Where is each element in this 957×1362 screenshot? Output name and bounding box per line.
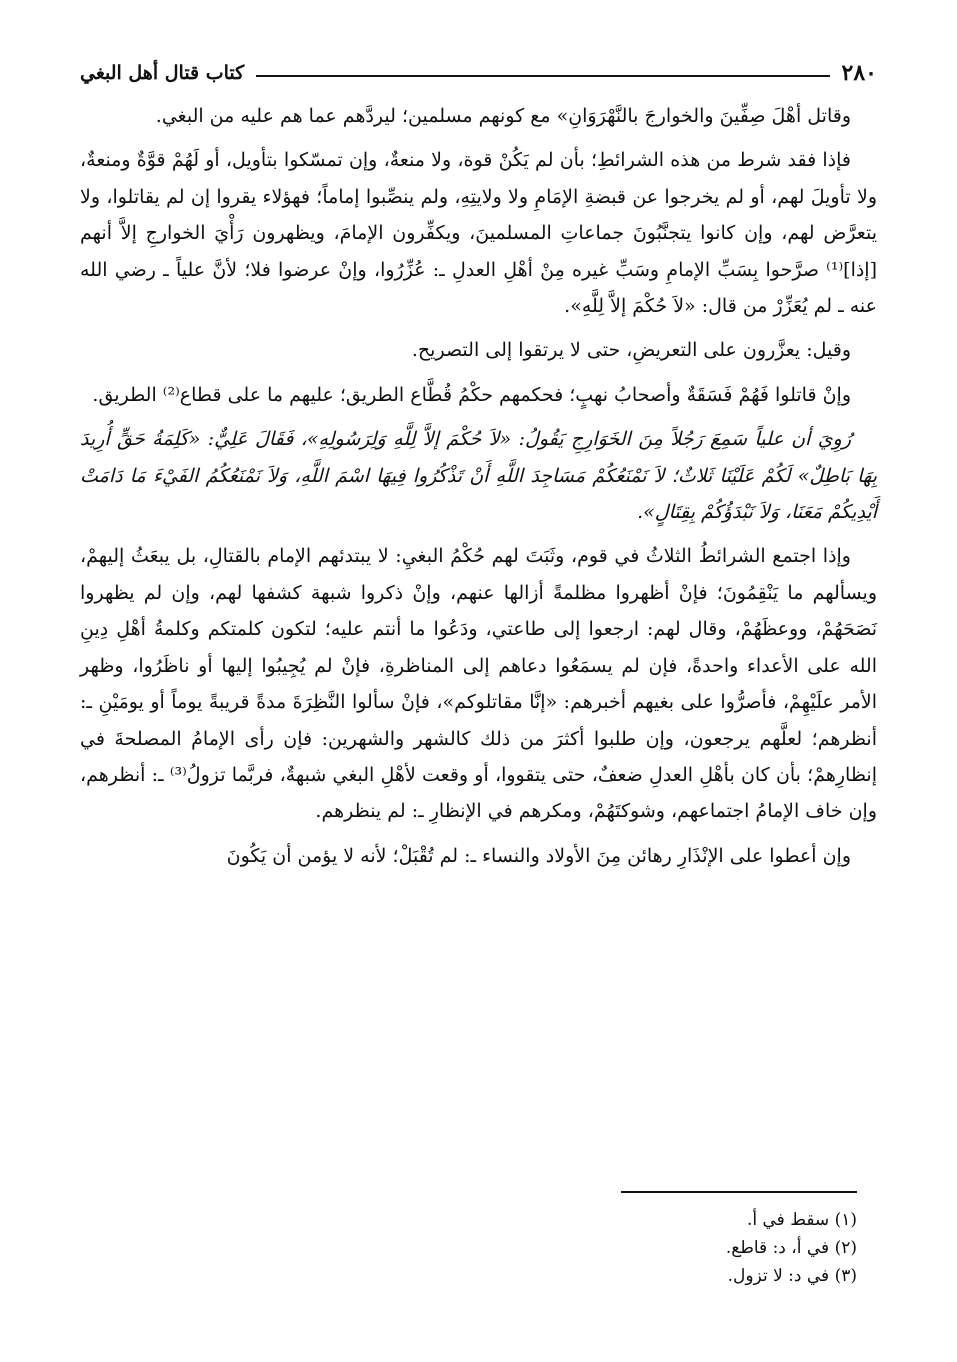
footnote-divider	[621, 1191, 857, 1193]
paragraph: وإن أعطوا على الإنْذَارِ رهائن مِنَ الأولاد والنساء ـ: لم تُقْبَلْ؛ لأنه لا يؤمن أن يَكُونَ	[226, 844, 851, 867]
paragraph: وقاتل أهْلَ صِفِّينَ والخوارجَ بالنَّهْرَوَانِ» مع كونهم مسلمين؛ ليردَّهم عما هم عليه من البغي.	[155, 105, 851, 127]
hadith-quote: رُوِيَ أن علياً سَمِعَ رَجُلاً مِنَ الخَوَارِجِ يَقُولُ: «لاَ حُكْمَ إلاَّ لِلَّهِ وَلِرَسُولِهِ»، فَقَالَ عَلِيٌّ: «كَلِمَةُ حَقٍّ أُرِيدَ بِهَا بَاطِلٌ» لَكُمْ عَلَيْنَا ثَلاثٌ؛ لاَ نَمْنَعُكُمْ مَسَاجِدَ اللَّهِ أَنْ تَذْكُرُوا فِيهَا اسْمَ اللَّهِ، وَلاَ نَمْنَعُكُمُ الفَيْءَ مَا دَامَتْ أَيْدِيكُمْ مَعَنَا، وَلاَ نَبْدَؤُكُمْ بِقِتَالٍ».	[80, 428, 877, 524]
header-rule	[256, 75, 829, 77]
main-text	[80, 98, 877, 882]
running-title: كتاب قتال أهل البغي	[80, 62, 245, 84]
footnotes	[357, 1206, 857, 1290]
paragraph: فإذا فقد شرط من هذه الشرائطِ؛ بأن لم يَكُنْ قوة، ولا منعةٌ، وإن تمسّكوا بتأويل، أو لَهُمْ قوَّةٌ ومنعةٌ، ولا تأويلَ لهم، أو لم يخرجوا عن قبضةِ الإمَامِ ولا ولايتِهِ، ولم ينصِّبوا إماماً؛ فهؤلاء يقروا إن لم يقاتلوا، ولا يتعرَّض لهم، وإن كانوا يتجنَّبُونَ جماعاتِ المسلمينَ، ويكفِّرون الإمامَ، ويظهرون رَأْيَ الخوارجِ إلاَّ أنهم [إذا]⁽¹⁾ صرَّحوا بِسَبِّ الإمامِ وسَبِّ غيره مِنْ أهْلِ العدلِ ـ: عُزِّرُوا، وإنْ عرضوا فلا؛ لأنَّ علياً ـ رضي الله عنه ـ لم يُعَزِّرْ من قال: «لاَ حُكْمَ إلاَّ لِلَّهِ».	[80, 149, 877, 318]
paragraph: وإذا اجتمع الشرائطُ الثلاثُ في قوم، وثَبَتَ لهم حُكْمُ البغيِ: لا يبتدئهم الإمام بالقتالِ، بل يبعَثُ إليهمْ، ويسألهم ما يَنْقِمُونَ؛ فإنْ أظهروا مظلمةً أزالها عنهم، وإنْ ذكروا شبهة كشفها لهم، وإن لم يظهروا نَصَحَهُمْ، ووعظَهُمْ، وقال لهم: ارجعوا إلى طاعتي، ودَعُوا ما أنتم عليه؛ لتكون كلمتكم وكلمةُ أهْلِ دِينِ الله على الأعداء واحدةً، فإن لم يسمَعُوا دعاهم إلى المناظرةِ، فإنْ لم يُجِيبُوا إليها أو ناظَرُوا، وظهر الأمر علَيْهِمْ، فأصرُّوا على بغيهم أخبرهم: «إنَّا مقاتلوكم»، فإنْ سألوا النَّظِرَةَ مدةً قريبةً يوماً أو يومَيْنِ ـ: أنظرهم؛ لعلَّهم يرجعون، وإن طلبوا أكثرَ من ذلك كالشهر والشهرين: فإن رأى الإمامُ المصلحةَ في إنظارِهمْ؛ بأن كان بأهْلِ العدلِ ضعفٌ، حتى يتقووا، أو وقعت لأهْلِ البغي شبهةٌ، فربَّما تزولُ⁽³⁾ ـ: أنظرهم، وإن خاف الإمامُ اجتماعهم، وشوكتَهُمْ، ومكرهم في الإنظارِ ـ: لم ينظرهم.	[80, 545, 878, 823]
footnote: (٢) في أ، د: قاطع.	[725, 1238, 857, 1258]
footnote: (١) سقط في أ.	[746, 1210, 857, 1230]
paragraph: وقيل: يعزَّرون على التعريضِ، حتى لا يرتقوا إلى التصريح.	[411, 339, 851, 362]
page-header	[80, 55, 877, 91]
footnote: (٣) في د: لا تزول.	[727, 1266, 857, 1286]
paragraph: وإنْ قاتلوا فَهُمْ فَسَقَةٌ وأصحابُ نهبٍ؛ فحكمهم حكْمُ قُطَّاع الطريق؛ عليهم ما على قطاع⁽²⁾ الطريق.	[92, 383, 851, 406]
page-number: ٢٨٠	[841, 60, 877, 86]
